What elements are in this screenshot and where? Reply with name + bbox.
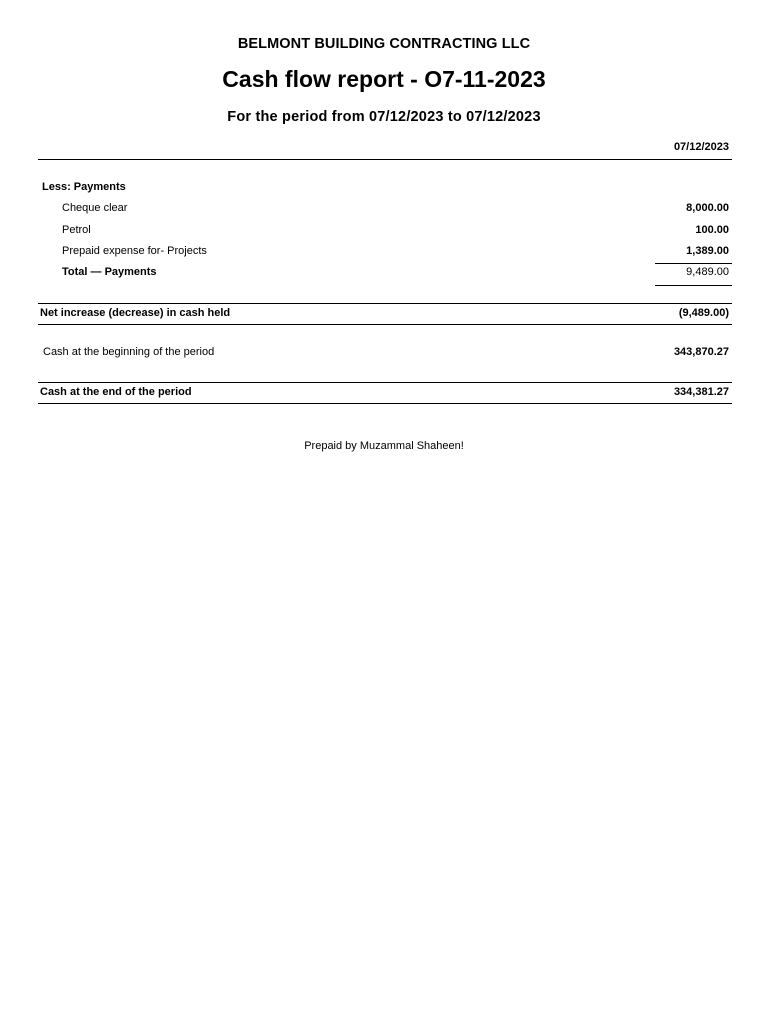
ending-cash-value: 334,381.27 [673, 386, 729, 398]
subtotal-line-top [655, 263, 732, 264]
payment-item-value: 8,000.00 [686, 202, 729, 214]
payment-item-label: Petrol [62, 224, 91, 236]
beginning-cash-label: Cash at the beginning of the period [43, 346, 215, 358]
section-label-payments: Less: Payments [42, 181, 126, 193]
ending-cash-label: Cash at the end of the period [40, 386, 192, 398]
net-change-value: (9,489.00) [678, 307, 729, 319]
report-period: For the period from 07/12/2023 to 07/12/2023 [227, 109, 541, 125]
column-header-date: 07/12/2023 [673, 141, 729, 153]
net-change-label: Net increase (decrease) in cash held [40, 307, 231, 319]
payment-item-label: Cheque clear [62, 202, 128, 214]
subtotal-line-bottom [655, 285, 732, 286]
net-change-divider-top [38, 303, 732, 304]
beginning-cash-value: 343,870.27 [673, 346, 729, 358]
payment-item-label: Prepaid expense for- Projects [62, 245, 207, 257]
ending-cash-divider-bottom [38, 403, 732, 404]
total-payments-value: 9,489.00 [686, 266, 729, 278]
header-divider [38, 159, 732, 160]
payment-item-value: 1,389.00 [686, 245, 729, 257]
payment-item-value: 100.00 [695, 224, 729, 236]
net-change-divider-bottom [38, 324, 732, 325]
total-payments-label: Total — Payments [62, 266, 157, 278]
report-title: Cash flow report - O7-11-2023 [222, 66, 546, 92]
prepared-by-note: Prepaid by Muzammal Shaheen! [304, 440, 464, 452]
ending-cash-divider-top [38, 382, 732, 383]
company-name: BELMONT BUILDING CONTRACTING LLC [237, 36, 531, 52]
